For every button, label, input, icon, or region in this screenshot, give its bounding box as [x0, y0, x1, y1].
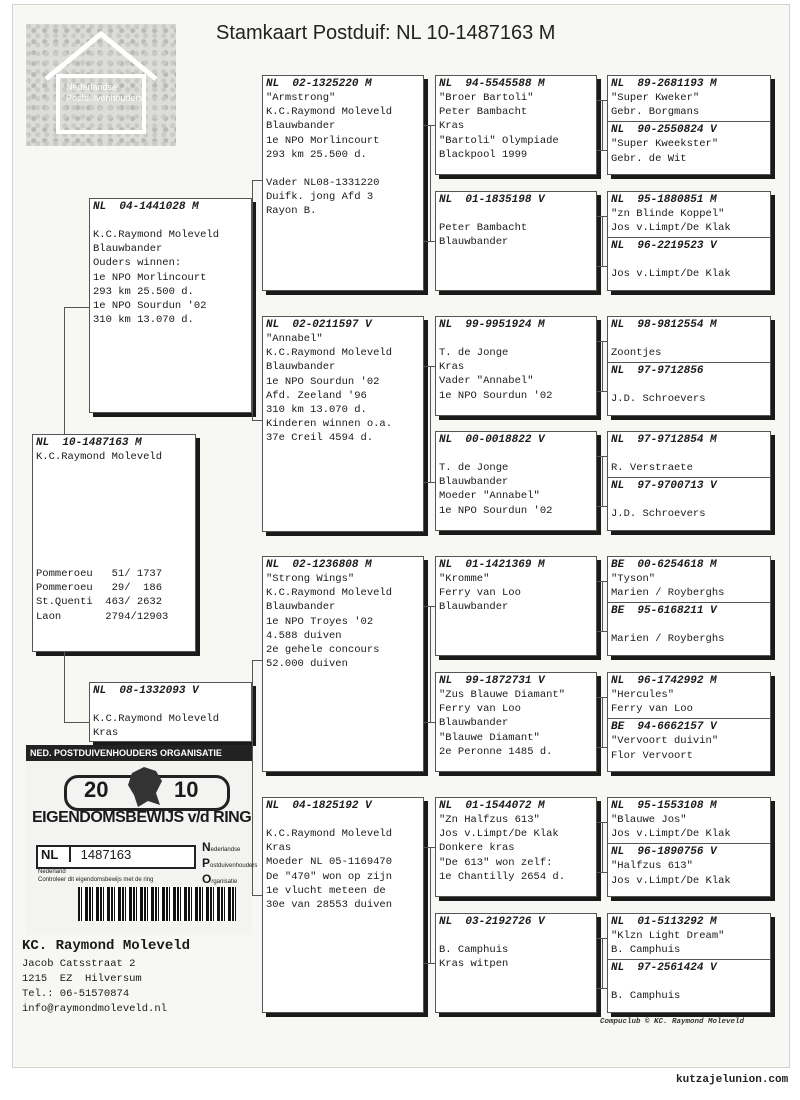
connector-line — [430, 606, 431, 722]
grandparent-box — [262, 75, 424, 291]
info-line: Gebr. de Wit — [611, 152, 687, 165]
blank-line — [611, 332, 767, 346]
connector-line — [602, 100, 603, 150]
info-line: 4.588 duiven — [266, 629, 342, 642]
info-line: De "470" won op zijn — [266, 870, 393, 883]
ring-number: NL 96-2219523 V — [611, 240, 717, 253]
blank-line — [611, 253, 767, 267]
info-line: "zn Blinde Koppel" — [611, 208, 725, 220]
info-line: Ferry van Loo — [439, 587, 521, 600]
ring-number: NL 94-5545588 M — [439, 78, 545, 90]
blank-line — [439, 207, 593, 221]
connector-line — [64, 307, 89, 308]
info-line: Peter Bambacht — [439, 106, 528, 119]
info-line: Vader NL08-1331220 — [266, 177, 380, 190]
connector-line — [597, 150, 607, 151]
blank-line — [611, 378, 767, 392]
info-line: 30e van 28553 duiven — [266, 899, 393, 912]
country-name: Nederland — [38, 869, 66, 875]
info-line: Rayon B. — [266, 205, 317, 218]
info-line: Kras — [439, 361, 465, 374]
ggg-lower — [608, 237, 770, 281]
owner-city: 1215 EZ Hilversum — [22, 973, 142, 985]
info-line: 1e Chantilly 2654 d. — [439, 870, 566, 883]
ring-number: NL 95-1880851 M — [611, 194, 717, 206]
great-grandparent-box — [435, 191, 597, 291]
ring-number: NL 90-2550824 V — [611, 124, 717, 137]
info-line: 1e NPO Sourdun '02 — [266, 375, 380, 388]
info-line: K.C.Raymond Moleveld — [93, 713, 220, 725]
info-line: 2e gehele concours — [266, 644, 380, 657]
page-title: Stamkaart Postduif: NL 10-1487163 M — [216, 22, 556, 44]
blank-line — [93, 214, 248, 228]
info-line: R. Verstraete — [611, 462, 693, 474]
info-line: 310 km 13.070 d. — [266, 404, 367, 417]
ggg-lower — [608, 959, 770, 1003]
connector-line — [597, 631, 607, 632]
great-grandparent-box — [435, 797, 597, 897]
connector-line — [252, 420, 262, 421]
info-line: 52.000 duiven — [266, 658, 348, 671]
great-grandparent-box — [435, 913, 597, 1013]
info-line: B. Camphuis — [611, 990, 681, 1003]
ring-number: NL 97-9700713 V — [611, 480, 717, 493]
info-line: Ferry van Loo — [611, 703, 693, 716]
connector-line — [597, 988, 607, 989]
ring-number: NL 01-1835198 V — [439, 194, 545, 206]
info-line: J.D. Schroevers — [611, 508, 706, 521]
ring-number: NL 89-2681193 M — [611, 78, 717, 90]
lion-icon — [126, 765, 166, 809]
info-line: "Kromme" — [439, 573, 490, 585]
ring-number: NL 99-1872731 V — [439, 675, 545, 687]
npo-logo: Nederlandse Postduivenhouders Organisatie — [202, 840, 258, 886]
ring-number: NL 98-9812554 M — [611, 319, 717, 331]
ring-number: NL 04-1825192 V — [266, 800, 372, 812]
info-line: K.C.Raymond Moleveld — [266, 347, 393, 360]
info-line: Moeder "Annabel" — [439, 490, 540, 503]
ring-number: NL 03-2192726 V — [439, 916, 545, 928]
blank-line — [439, 929, 593, 943]
info-line: Zoontjes — [611, 347, 662, 359]
ring-number: NL 10-1487163 M — [36, 437, 142, 449]
connector-line — [64, 722, 89, 723]
info-line: Marien / Royberghs — [611, 587, 725, 600]
info-line: K.C.Raymond Moleveld — [36, 451, 163, 463]
footer-credit: Compuclub © KC. Raymond Moleveld — [600, 1018, 745, 1026]
club-logo — [26, 24, 176, 146]
info-line: "Halfzus 613" — [611, 860, 693, 873]
ggg-lower — [608, 477, 770, 521]
info-line: K.C.Raymond Moleveld — [266, 828, 393, 840]
connector-line — [597, 391, 607, 392]
subject-box — [32, 434, 196, 652]
ring-number: NL 96-1890756 V — [611, 846, 717, 859]
info-line: 1e vlucht meteen de — [266, 884, 386, 897]
info-line: "Klzn Light Dream" — [611, 930, 725, 942]
info-line: Jos v.Limpt/De Klak — [611, 828, 731, 841]
info-line: 1e NPO Morlincourt — [266, 134, 380, 147]
info-line: "Blauwe Jos" — [611, 814, 687, 826]
ggg-lower — [608, 843, 770, 887]
connector-line — [424, 963, 435, 964]
info-line: Jos v.Limpt/De Klak — [611, 268, 731, 281]
info-line: Blauwbander — [439, 717, 509, 730]
info-line: Marien / Royberghs — [611, 633, 725, 646]
ring-number: NL 02-1325220 M — [266, 78, 372, 90]
card-note: Controleer dit eigendomsbewijs met de ring — [38, 877, 154, 883]
info-line: "Super Kweker" — [611, 92, 700, 104]
info-line: Blackpool 1999 — [439, 148, 528, 161]
grandparent-box — [262, 797, 424, 1013]
info-line: Peter Bambacht — [439, 222, 528, 234]
connector-line — [597, 747, 607, 748]
year-left: 20 — [84, 777, 109, 802]
connector-line — [64, 652, 65, 722]
info-line: Gebr. Borgmans — [611, 106, 700, 119]
info-line: Blauwbander — [266, 361, 336, 374]
ownership-card — [26, 745, 258, 935]
owner-email: info@raymondmoleveld.nl — [22, 1003, 167, 1015]
ring-number: NL 97-9712854 M — [611, 434, 717, 446]
ring-number: NL 08-1332093 V — [93, 685, 199, 697]
connector-line — [252, 895, 262, 896]
connector-line — [64, 307, 65, 434]
blank-line — [93, 698, 248, 712]
info-line: K.C.Raymond Moleveld — [266, 106, 393, 119]
result-line: St.Quenti 463/ 2632 — [36, 596, 163, 609]
info-line: "Armstrong" — [266, 92, 336, 104]
connector-line — [252, 180, 262, 181]
ggg-pair-box — [607, 913, 771, 1013]
ggg-pair-box — [607, 191, 771, 291]
ring-number: BE 00-6254618 M — [611, 559, 717, 571]
info-line: "Super Kweekster" — [611, 138, 719, 151]
great-grandparent-box — [435, 556, 597, 656]
info-line: "De 613" won zelf: — [439, 856, 553, 869]
ggg-pair-box — [607, 431, 771, 531]
info-line: Jos v.Limpt/De Klak — [611, 874, 731, 887]
blank-line — [611, 618, 767, 632]
info-line: 1e NPO Troyes '02 — [266, 615, 374, 628]
info-line: "Strong Wings" — [266, 573, 355, 585]
ggg-pair-box — [607, 672, 771, 772]
ggg-pair-box — [607, 75, 771, 175]
connector-line — [424, 722, 435, 723]
info-line: Duifk. jong Afd 3 — [266, 191, 374, 204]
info-line: 1e NPO Sourdun '02 — [93, 300, 207, 313]
ring-number: NL 04-1441028 M — [93, 201, 199, 213]
info-line: Kinderen winnen o.a. — [266, 418, 393, 431]
ring-number: NL 97-9712856 — [611, 365, 704, 378]
ring-number: NL 95-1553108 M — [611, 800, 717, 812]
owner-phone: Tel.: 06-51570874 — [22, 988, 130, 1000]
owner-street: Jacob Catsstraat 2 — [22, 958, 136, 970]
connector-line — [252, 180, 253, 420]
blank-line — [266, 162, 420, 176]
blank-line — [611, 493, 767, 507]
result-line: Pommeroeu 51/ 1737 — [36, 568, 163, 580]
great-grandparent-box — [435, 316, 597, 416]
info-line: Blauwbander — [266, 601, 336, 614]
info-line: "Broer Bartoli" — [439, 92, 534, 104]
ring-number: NL 99-9951924 M — [439, 319, 545, 331]
info-line: Kras — [266, 842, 292, 855]
info-line: 293 km 25.500 d. — [266, 148, 367, 161]
result-line: Laon 2794/12903 — [36, 610, 169, 623]
mother-box — [89, 682, 252, 742]
grandparent-box — [262, 316, 424, 532]
ggg-pair-box — [607, 797, 771, 897]
info-line: Donkere kras — [439, 842, 515, 855]
great-grandparent-box — [435, 672, 597, 772]
ring-number: BE 95-6168211 V — [611, 605, 717, 618]
info-line: "Tyson" — [611, 573, 656, 585]
info-line: "Vervoort duivin" — [611, 735, 719, 748]
owner-block — [22, 938, 190, 1017]
grandparent-box — [262, 556, 424, 772]
connector-line — [430, 366, 431, 482]
ring-number: NL 00-0018822 V — [439, 434, 545, 446]
connector-line — [602, 581, 603, 631]
info-line: Jos v.Limpt/De Klak — [611, 222, 731, 235]
connector-line — [602, 697, 603, 747]
info-line: Kras witpen — [439, 958, 509, 971]
info-line: Vader "Annabel" — [439, 375, 534, 388]
connector-line — [597, 872, 607, 873]
blank-line — [439, 447, 593, 461]
connector-line — [424, 241, 435, 242]
info-line: Ferry van Loo — [439, 703, 521, 716]
connector-line — [602, 216, 603, 266]
owner-name: KC. Raymond Moleveld — [22, 938, 191, 954]
info-line: Blauwbander — [439, 601, 509, 614]
info-line: 310 km 13.070 d. — [93, 314, 194, 327]
info-line: Blauwbander — [93, 243, 163, 256]
info-line: 293 km 25.500 d. — [93, 285, 194, 298]
blank-line — [266, 813, 420, 827]
info-line: "Bartoli" Olympiade — [439, 134, 559, 147]
watermark: kutzajelunion.com — [676, 1074, 789, 1086]
connector-line — [597, 266, 607, 267]
result-line: Pommeroeu 29/ 186 — [36, 582, 163, 595]
info-line: Moeder NL 05-1169470 — [266, 856, 393, 869]
info-line: Blauwbander — [439, 236, 509, 249]
connector-line — [430, 847, 431, 963]
info-line: "Annabel" — [266, 333, 323, 345]
info-line: K.C.Raymond Moleveld — [93, 229, 220, 241]
connector-line — [252, 660, 262, 661]
info-line: Kras — [93, 727, 119, 740]
ggg-pair-box — [607, 316, 771, 416]
info-line: "Zn Halfzus 613" — [439, 814, 540, 826]
logo-text: Nederlandse Postduivenhouders — [66, 82, 144, 103]
info-line: K.C.Raymond Moleveld — [266, 587, 393, 600]
ring-number: NL 01-1544072 M — [439, 800, 545, 812]
info-line: "Hercules" — [611, 689, 675, 701]
info-line: T. de Jonge — [439, 462, 509, 474]
year-right: 10 — [174, 777, 199, 802]
ring-number: NL 02-0211597 V — [266, 319, 372, 331]
ring-number: NL 02-1236808 M — [266, 559, 372, 571]
connector-line — [602, 822, 603, 872]
ring-number: 1487163 — [80, 847, 132, 862]
card-title: EIGENDOMSBEWIJS v/d RING — [32, 809, 252, 826]
info-line: "Zus Blauwe Diamant" — [439, 689, 566, 701]
info-line: Flor Vervoort — [611, 749, 693, 762]
info-line: B. Camphuis — [611, 944, 681, 957]
info-line: J.D. Schroevers — [611, 393, 706, 406]
connector-line — [602, 938, 603, 988]
info-line: 1e NPO Sourdun '02 — [439, 504, 553, 517]
ggg-lower — [608, 121, 770, 165]
info-line: Afd. Zeeland '96 — [266, 389, 367, 402]
info-line: Blauwbander — [439, 476, 509, 489]
blank-line — [611, 447, 767, 461]
blank-line — [611, 975, 767, 989]
ggg-lower — [608, 362, 770, 406]
ring-field — [36, 845, 196, 869]
connector-line — [602, 341, 603, 391]
blank-line — [439, 332, 593, 346]
card-header: NED. POSTDUIVENHOUDERS ORGANISATIE — [26, 745, 252, 761]
ggg-pair-box — [607, 556, 771, 656]
results — [36, 567, 168, 624]
connector-line — [597, 506, 607, 507]
info-line: B. Camphuis — [439, 944, 509, 956]
ring-number: BE 94-6662157 V — [611, 721, 717, 734]
ring-country: NL — [38, 847, 71, 862]
ring-number: NL 01-5113292 M — [611, 916, 717, 928]
info-line: 1e NPO Morlincourt — [93, 271, 207, 284]
info-line: 2e Peronne 1485 d. — [439, 745, 553, 758]
info-line: Ouders winnen: — [93, 257, 182, 270]
barcode — [78, 887, 236, 921]
connector-line — [430, 125, 431, 241]
info-line: Blauwbander — [266, 120, 336, 133]
connector-line — [602, 456, 603, 506]
info-line: Kras — [439, 120, 465, 133]
info-line: Jos v.Limpt/De Klak — [439, 828, 559, 841]
ring-number: NL 97-2561424 V — [611, 962, 717, 975]
ggg-lower — [608, 602, 770, 646]
ggg-lower — [608, 718, 770, 762]
ring-number: NL 01-1421369 M — [439, 559, 545, 571]
great-grandparent-box — [435, 431, 597, 531]
connector-line — [424, 482, 435, 483]
info-line: "Blauwe Diamant" — [439, 731, 540, 744]
ring-number: NL 96-1742992 M — [611, 675, 717, 687]
info-line: 37e Creil 4594 d. — [266, 432, 374, 445]
father-box — [89, 198, 252, 413]
info-line: T. de Jonge — [439, 347, 509, 359]
info-line: 1e NPO Sourdun '02 — [439, 389, 553, 402]
great-grandparent-box — [435, 75, 597, 175]
